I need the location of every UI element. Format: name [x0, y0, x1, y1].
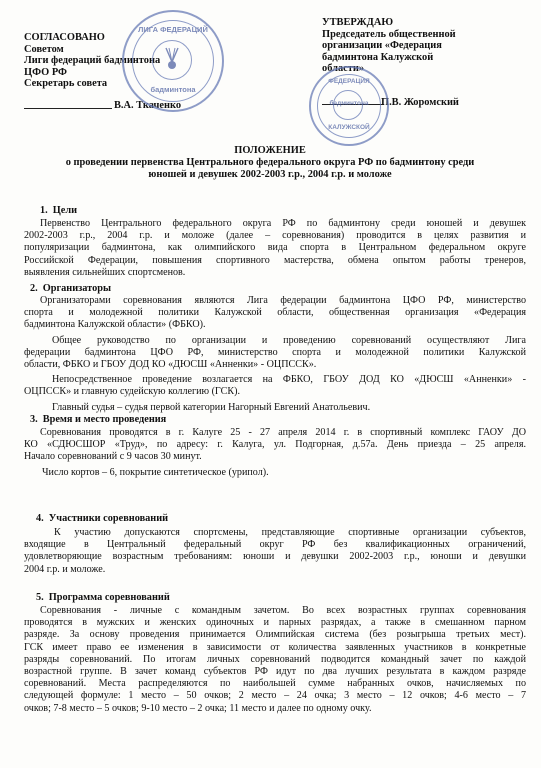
text-line: входящие в Центральный федеральный округ РФ без квалификационных ограничений, [24, 539, 526, 551]
text-line: возрастной группе. В зачет команд субъектов РФ идут по два лучших результата в каждом разряде [24, 666, 526, 678]
text-line: Первенство Центрального федерального округа РФ по бадминтону среди юношей и девушек [40, 218, 526, 229]
section-title: Программа соревнований [48, 592, 170, 603]
section-heading-participants [36, 513, 168, 524]
left-signer-name: В.А. Ткаченко [114, 100, 182, 111]
text-line: Главный судья – судья первой категории Нагорный Евгений Анатольевич. [52, 401, 371, 413]
text-line: федерации бадминтона ЦФО РФ, министерство спорта и молодежной политики Калужской [24, 346, 526, 358]
text-line: Российской Федерации, повышения спортивного мастерства, обмена опытом работы тренеров, [24, 254, 526, 266]
right-signer-name: П.В. Жоромский [381, 97, 459, 108]
text-line: Соревнования - личные с командным зачетом. Во всех возрастных группах соревнования [40, 605, 526, 616]
text-line: разряде. За основу проведения принимается Олимпийская система (без розыгрыша третьих мест). [24, 629, 526, 641]
document-title [20, 145, 520, 181]
text-line: очков; 7-8 место – 5 очков; 9-10 место – 2 очка; 11 место и далее по одному очку. [24, 702, 372, 714]
section-title: Организаторы [42, 283, 112, 294]
section-number: 1. [40, 205, 48, 216]
seal-left-text: ЛИГА ФЕДЕРАЦИЙ [138, 25, 208, 34]
left-header-line: СОГЛАСОВАНО [24, 32, 105, 43]
text-line: ГСК имеет право ее изменения в зависимости от количества заявленных участников в конкретные [24, 641, 526, 653]
seal-right-text: КАЛУЖСКОЙ [328, 124, 370, 131]
right-header-line: бадминтона Калужской [322, 51, 434, 63]
text-line: КО «СДЮСШОР «Труд», по адресу: г. Калуга, ул. Подгорная, д.57а. День приезда – 25 апреля. [24, 439, 526, 451]
right-header-line: Председатель общественной [322, 28, 456, 40]
section-time-place-text [24, 427, 526, 479]
text-line: Непосредственное проведение возлагается на ФБКО, ГБОУ ДОД КО «ДЮСШ «Анненки» - [52, 374, 526, 386]
federation-seal-left [122, 10, 224, 112]
text-line: области, ФБКО и ГБОУ ДОД КО «ДЮСШ «Анненки» - ОЦПССК». [24, 359, 317, 371]
signature-line-left [24, 108, 112, 109]
text-line: К участию допускаются спортсмены, представляющие спортивные организации субъектов, [54, 527, 526, 538]
seal-right-text: бадминтона [329, 100, 369, 107]
section-heading-time-place [30, 414, 166, 425]
text-line: Общее руководство по организации и проведению соревнований осуществляют Лига [52, 334, 526, 346]
text-line: популяризации бадминтона, как олимпийского вида спорта в Центральном федеральном округе [24, 242, 526, 254]
federation-seal-right [309, 66, 389, 146]
section-number: 3. [30, 414, 38, 425]
text-line: выявления сильнейших спортсменов. [24, 266, 186, 278]
section-heading-organizers [30, 283, 111, 294]
right-header-line: области» [322, 63, 365, 75]
text-line: 2002-2003 г.р., 2004 г.р. и моложе (далее – соревнования) проводится в целях развития и [24, 230, 526, 242]
text-line: соревнований. Места распределяются по наибольшей сумме набранных очков, начисляемых по [24, 678, 526, 690]
section-number: 4. [36, 513, 44, 524]
section-heading-program [36, 592, 170, 603]
title-heading: ПОЛОЖЕНИЕ [234, 145, 306, 156]
shuttlecock-icon [162, 46, 182, 72]
text-line: Соревнования проводятся в г. Калуге 25 - 27 апреля 2014 г. в спортивный комплекс ГАОУ ДО [40, 427, 526, 438]
left-header-line: ЦФО РФ [24, 66, 67, 78]
text-line: Начало соревнований с 9 часов 30 минут. [24, 451, 202, 463]
section-title: Участники соревнований [48, 513, 169, 524]
text-line: бадминтона Калужской области» (ФБКО). [24, 319, 206, 331]
right-header-line: организации «Федерация [322, 40, 442, 52]
left-header-line: Секретарь совета [24, 78, 108, 90]
text-line: спорта и молодежной политики Калужской области, общественная организация «Федерация [24, 307, 526, 319]
text-line: разряды соревнований. По итогам личных соревнований подводится командный зачет по каждой [24, 653, 526, 665]
text-line: ОЦПССК» и главную судейскую коллегию (ГСК). [24, 386, 240, 398]
section-participants-text [24, 527, 526, 576]
seal-right-text: ФЕДЕРАЦИЯ [328, 78, 370, 85]
left-header-line: Лиги федераций бадминтона [24, 55, 161, 67]
text-line: проводятся в мужских и женских одиночных и парных разрядах, а также в смешанном парном [24, 617, 526, 629]
right-header-line: УТВЕРЖДАЮ [322, 17, 394, 28]
text-line: 2004 г.р. и моложе. [24, 563, 106, 575]
title-line: о проведении первенства Центрального федерального округа РФ по бадминтону среди [65, 157, 475, 168]
text-line: удовлетворяющие возрастным требованиям: юноши и девушки 2002-2003 г.р., юноши и девушки [24, 551, 526, 563]
section-organizers-text [24, 295, 526, 414]
section-title: Время и место проведения [42, 414, 167, 425]
section-program-text [24, 605, 526, 715]
text-line: следующей формуле: 1 место – 50 очков; 2 место – 24 очка; 3 место – 12 очков; 4-6 место – 7 [24, 690, 526, 702]
text-line: Число кортов – 6, покрытие синтетическое (урипол). [42, 466, 269, 478]
left-header-line: Советом [24, 43, 64, 55]
section-title: Цели [52, 205, 78, 216]
section-number: 2. [30, 283, 38, 294]
section-goals-text [24, 218, 526, 279]
seal-left-text: бадминтона [150, 85, 196, 94]
text-line: Организаторами соревнования являются Лига федерации бадминтона ЦФО РФ, министерство [40, 295, 526, 306]
section-heading-goals [40, 205, 77, 216]
title-line: юношей и девушек 2002-2003 г.р., 2004 г.р. и моложе [148, 169, 392, 180]
section-number: 5. [36, 592, 44, 603]
